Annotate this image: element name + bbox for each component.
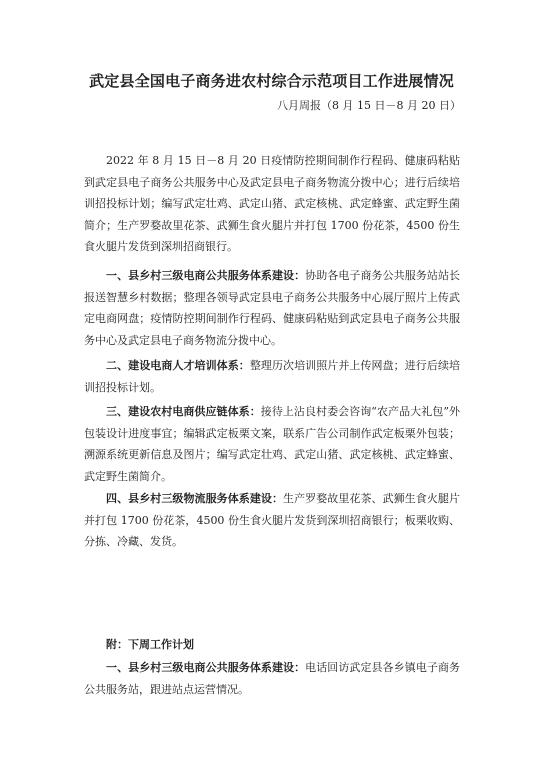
section-heading-1: 一、县乡村三级电商公共服务体系建设： [106, 269, 306, 282]
section-paragraph-3 [84, 401, 460, 487]
next-week-paragraph-1 [84, 657, 460, 700]
section-paragraph-4 [84, 488, 460, 553]
intro-text: 2022 年 8 月 15 日－8 月 20 日疫情防控期间制作行程码、健康码粘贴到武定县电子商务公共服务中心及武定县电子商务物流分拨中心；进行后续培训招投标计划；编写武定壮鸡、武定山猪、武定核桃、武定蜂蜜、武定野生菌简介；生产罗婺故里花茶、武狮生食火腿片并打包 1700 份花茶，4500 份生食火腿片发货到深圳招商银行。 [84, 154, 460, 253]
intro-paragraph [84, 150, 460, 258]
section-heading-4: 四、县乡村三级物流服务体系建设： [106, 492, 284, 505]
section-heading-2: 二、建设电商人才培训体系： [106, 359, 250, 372]
section-paragraph-1 [84, 265, 460, 351]
section-text-2: 整理历次培训照片并上传网盘；进行后续培训招投标计划。 [84, 359, 461, 394]
document-title: 武定县全国电子商务进农村综合示范项目工作进展情况 [89, 72, 454, 90]
section-heading-3: 三、建设农村电商供应链体系： [106, 405, 261, 418]
section-text-3: 接待上沾良村委会咨询“农产品大礼包”外包装设计进度事宜；编辑武定板栗文案，联系广告公司制作武定板栗外包装；溯源系统更新信息及图片；编写武定壮鸡、武定山猪、武定核桃、武定蜂蜜、武定野生菌简介。 [84, 405, 460, 483]
section-text-1: 协助各电子商务公共服务站站长报送智慧乡村数据；整理各领导武定县电子商务公共服务中心展厅照片上传武定电商网盘；疫情防控期间制作行程码、健康码粘贴到武定县电子商务公共服务中心及武定县电子商务物流分拨中心。 [84, 269, 461, 347]
section-paragraph-2 [84, 355, 460, 398]
next-week-text-1: 电话回访武定县各乡镇电子商务公共服务站，跟进站点运营情况。 [84, 661, 461, 696]
next-week-heading-1: 一、县乡村三级电商公共服务体系建设： [106, 661, 306, 674]
appendix-title: 附：下周工作计划 [106, 638, 194, 651]
section-text-4: 生产罗婺故里花茶、武狮生食火腿片并打包 1700 份花茶，4500 份生食火腿片发货到深圳招商银行；板栗收购、分拣、冷藏、发货。 [84, 492, 460, 548]
report-period-subtitle: 八月周报（8 月 15 日－8 月 20 日） [277, 99, 461, 112]
